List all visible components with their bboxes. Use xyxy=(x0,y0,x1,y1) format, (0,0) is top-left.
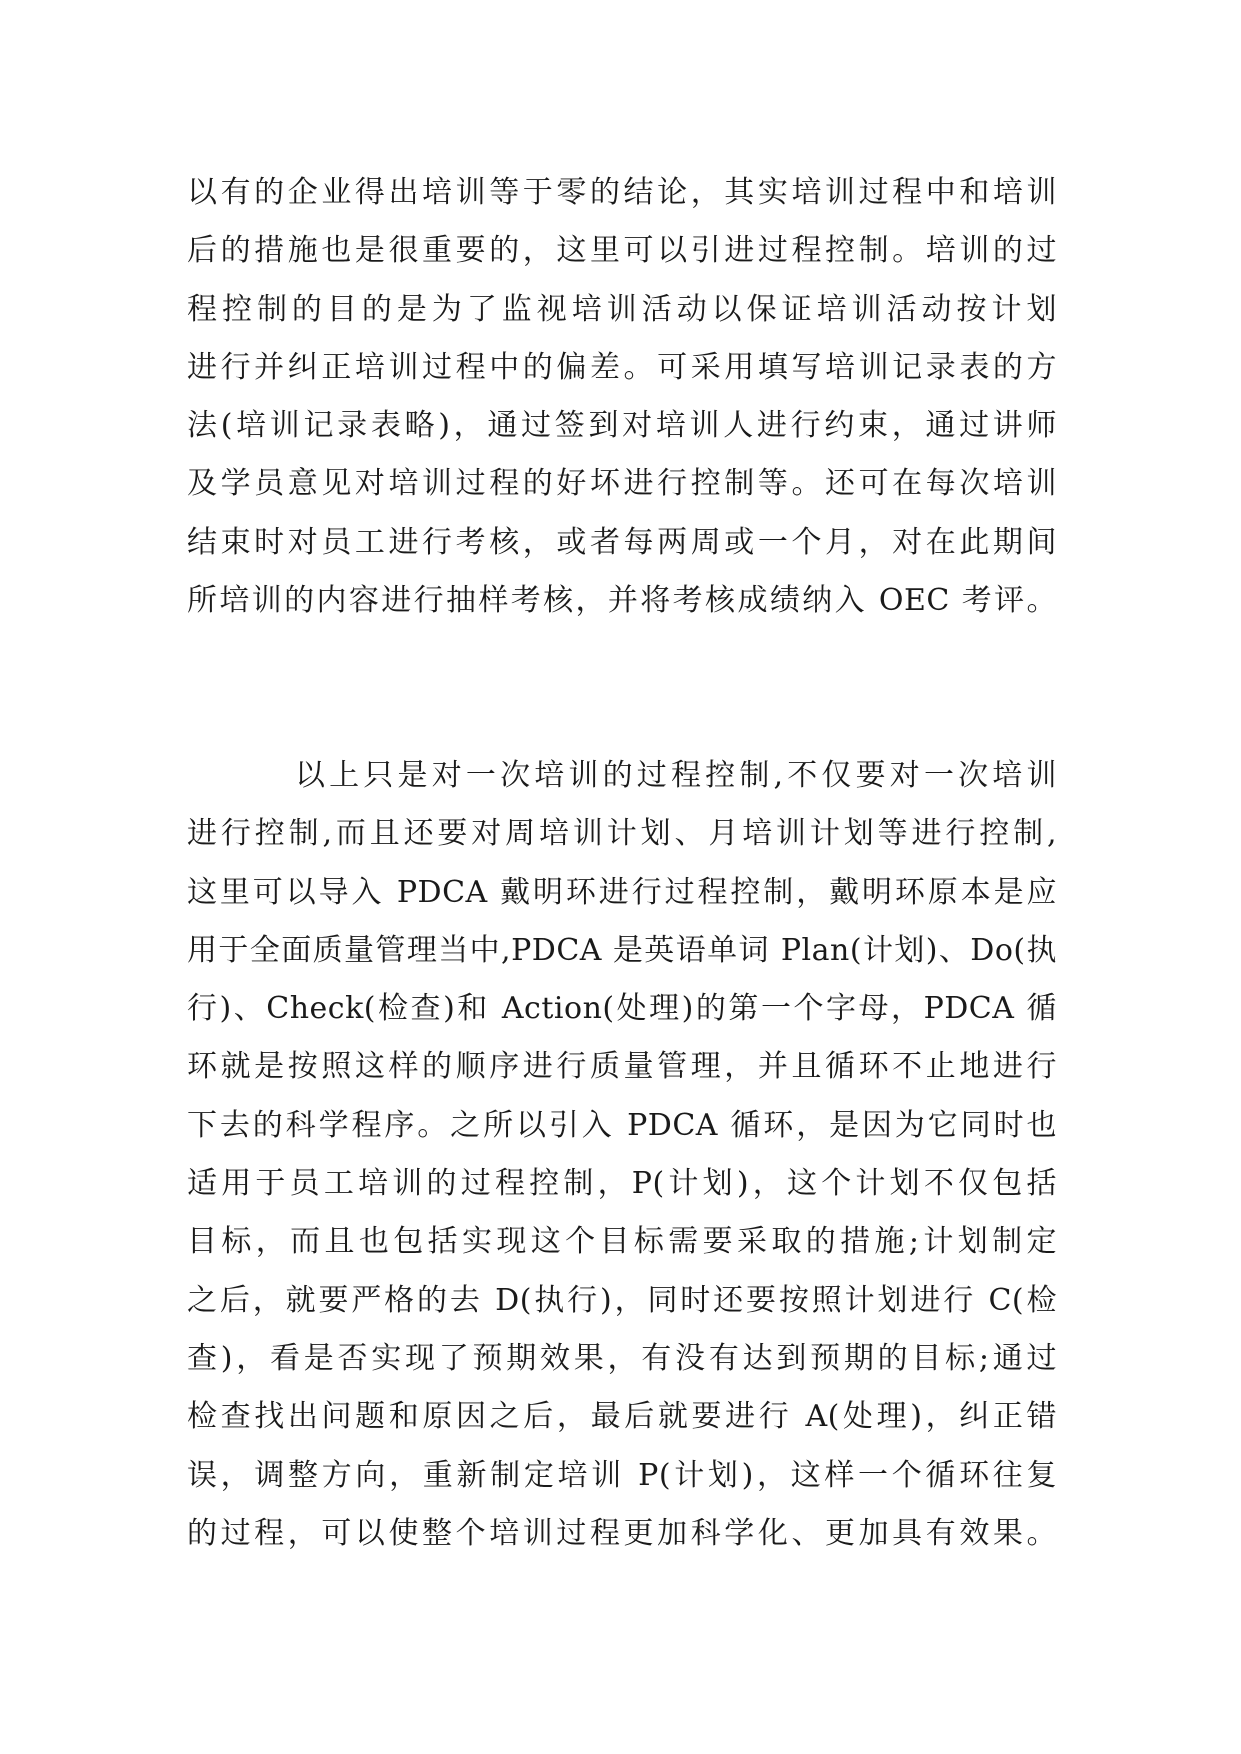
text-line: 适用于员工培训的过程控制，P(计划)，这个计划不仅包括 xyxy=(187,1166,1057,1202)
text-line: 这里可以导入 PDCA 戴明环进行过程控制，戴明环原本是应 xyxy=(187,874,1057,910)
text-line: 的过程，可以使整个培训过程更加科学化、更加具有效果。 xyxy=(187,1515,1057,1551)
text-line: 程控制的目的是为了监视培训活动以保证培训活动按计划 xyxy=(187,291,1057,327)
text-line: 下去的科学程序。之所以引入 PDCA 循环，是因为它同时也 xyxy=(187,1107,1057,1143)
text-line: 行)、Check(检查)和 Action(处理)的第一个字母，PDCA 循 xyxy=(187,991,1057,1027)
paragraph-1 xyxy=(187,164,1057,630)
text-line: 以有的企业得出培训等于零的结论，其实培训过程中和培训 xyxy=(187,175,1057,210)
text-line: 法(培训记录表略)，通过签到对培训人进行约束，通过讲师 xyxy=(187,408,1057,444)
text-line: 进行并纠正培训过程中的偏差。可采用填写培训记录表的方 xyxy=(187,349,1057,385)
text-line: 用于全面质量管理当中,PDCA 是英语单词 Plan(计划)、Do(执 xyxy=(187,932,1057,968)
text-line: 之后，就要严格的去 D(执行)，同时还要按照计划进行 C(检 xyxy=(187,1282,1057,1318)
text-line: 检查找出问题和原因之后，最后就要进行 A(处理)，纠正错 xyxy=(187,1399,1057,1435)
text-line: 结束时对员工进行考核，或者每两周或一个月，对在此期间 xyxy=(187,524,1057,560)
paragraph-2 xyxy=(187,747,1057,1563)
text-line: 查)，看是否实现了预期效果，有没有达到预期的目标;通过 xyxy=(187,1340,1057,1376)
text-line: 后的措施也是很重要的，这里可以引进过程控制。培训的过 xyxy=(187,233,1057,269)
text-line: 环就是按照这样的顺序进行质量管理，并且循环不止地进行 xyxy=(187,1049,1057,1085)
text-line: 目标，而且也包括实现这个目标需要采取的措施;计划制定 xyxy=(187,1224,1057,1260)
text-line: 误，调整方向，重新制定培训 P(计划)，这样一个循环往复 xyxy=(187,1457,1057,1493)
text-line-indented: 以上只是对一次培训的过程控制,不仅要对一次培训 xyxy=(295,758,1057,793)
text-line: 所培训的内容进行抽样考核，并将考核成绩纳入 OEC 考评。 xyxy=(187,583,1057,619)
text-line: 及学员意见对培训过程的好坏进行控制等。还可在每次培训 xyxy=(187,466,1057,502)
text-line: 进行控制,而且还要对周培训计划、月培训计划等进行控制, xyxy=(187,816,1057,852)
